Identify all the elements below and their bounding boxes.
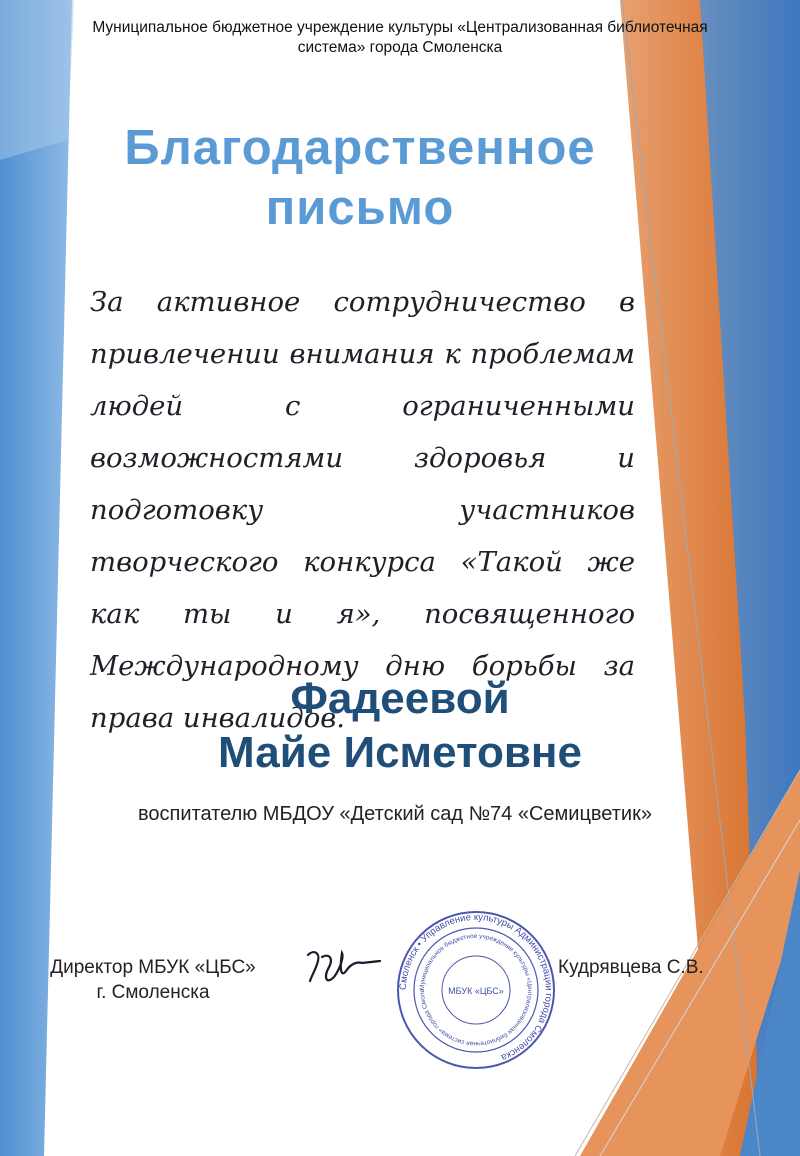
- stamp-center-text: МБУК «ЦБС»: [448, 986, 504, 996]
- official-stamp: [396, 910, 556, 1070]
- title-line-1: Благодарственное: [124, 121, 596, 175]
- title-line-2: письмо: [265, 181, 455, 235]
- recipient-position: воспитателю МБДОУ «Детский сад №74 «Семицветик»: [138, 803, 652, 825]
- recipient-given-names: Майе Исметовне: [218, 728, 582, 777]
- stamp-outer-text: Смоленск • Управление культуры Администрации города Смоленска: [397, 911, 555, 1063]
- signatory-title: [28, 955, 278, 1005]
- gratitude-text: За активное сотрудничество в привлечении внимания к проблемам людей с ограниченными возможностями здоровья и подготовку участников творческого конкурса «Такой же как ты и я», посвященного Международному дню борьбы за права инвалидов.: [90, 286, 635, 734]
- signatory-title-line-1: Директор МБУК «ЦБС»: [50, 957, 256, 978]
- organization-line-2: система» города Смоленска: [297, 39, 503, 56]
- organization-line-1: Муниципальное бюджетное учреждение культуры «Централизованная библиотечная: [92, 19, 708, 36]
- recipient-surname: Фадеевой: [290, 674, 510, 723]
- signatory-name: Кудрявцева С.В.: [558, 957, 704, 978]
- organization-header: [30, 18, 770, 58]
- document-title: [60, 118, 660, 238]
- stamp-inner-text: Муниципальное бюджетное учреждение культуры «Централизованная библиотечная система» города Смоле: [418, 932, 534, 1048]
- handwritten-signature: [300, 935, 385, 1005]
- signatory-title-line-2: г. Смоленска: [96, 982, 210, 1003]
- recipient-name: [100, 672, 700, 780]
